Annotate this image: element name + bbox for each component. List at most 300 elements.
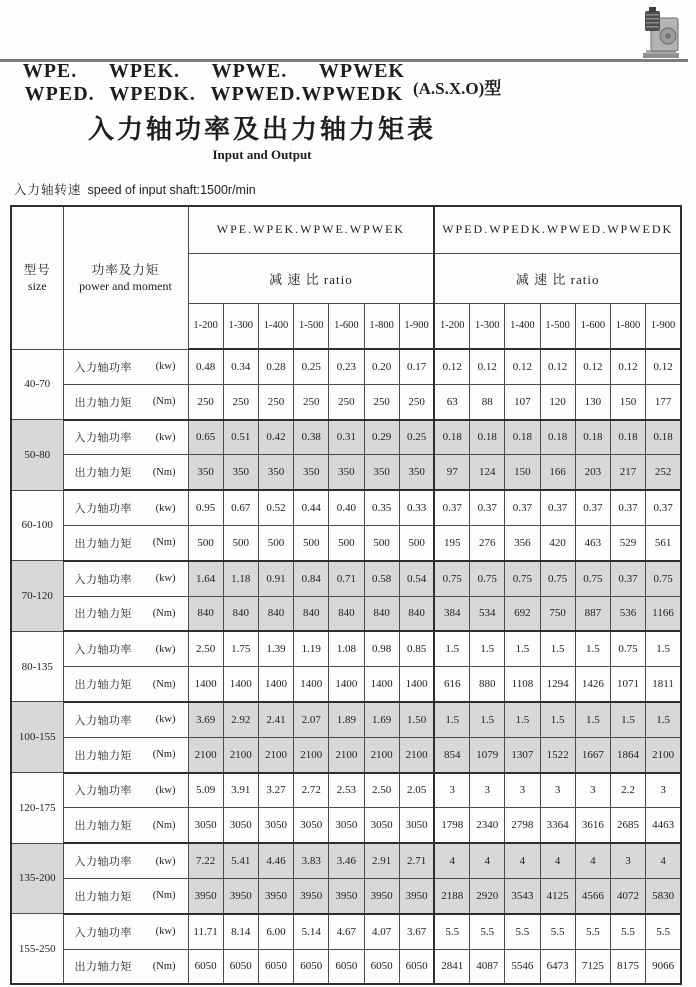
moment-unit-label: (Nm): [152, 607, 176, 619]
moment-value-cell: 1426: [575, 667, 610, 702]
moment-value-cell: 3050: [364, 808, 399, 843]
moment-value-cell: 2100: [646, 737, 681, 772]
moment-value-cell: 7125: [575, 949, 610, 984]
power-value-cell: 0.25: [294, 349, 329, 384]
power-value-cell: 5.5: [540, 914, 575, 949]
col-header-size-en: size: [27, 278, 47, 293]
ratio-col-header: 1-300: [223, 303, 258, 349]
col-header-size-cn: 型号: [23, 262, 51, 277]
power-value-cell: 0.37: [610, 490, 645, 525]
power-value-cell: 0.75: [470, 561, 505, 596]
moment-value-cell: 1400: [258, 667, 293, 702]
moment-value-cell: 500: [399, 525, 434, 560]
moment-value-cell: 252: [646, 455, 681, 490]
power-value-cell: 0.51: [223, 420, 258, 455]
moment-value-cell: 692: [505, 596, 540, 631]
moment-value-cell: 1798: [434, 808, 469, 843]
power-value-cell: 0.20: [364, 349, 399, 384]
moment-value-cell: 1667: [575, 737, 610, 772]
power-value-cell: 0.12: [575, 349, 610, 384]
moment-value-cell: 840: [364, 596, 399, 631]
power-value-cell: 0.29: [364, 420, 399, 455]
moment-value-cell: 150: [505, 455, 540, 490]
power-value-cell: 0.42: [258, 420, 293, 455]
power-value-cell: 1.5: [540, 702, 575, 737]
col-header-pm-cn: 功率及力矩: [91, 262, 160, 277]
power-value-cell: 0.58: [364, 561, 399, 596]
moment-value-cell: 4072: [610, 878, 645, 913]
moment-value-cell: 1166: [646, 596, 681, 631]
moment-value-cell: 840: [223, 596, 258, 631]
power-value-cell: 0.18: [505, 420, 540, 455]
moment-value-cell: 88: [470, 384, 505, 419]
power-value-cell: 1.50: [399, 702, 434, 737]
moment-unit-label: (Nm): [152, 749, 176, 761]
moment-value-cell: 3050: [223, 808, 258, 843]
power-unit-label: (kw): [155, 502, 176, 514]
moment-value-cell: 1811: [646, 667, 681, 702]
power-value-cell: 5.41: [223, 843, 258, 878]
power-unit-label: (kw): [155, 784, 176, 796]
moment-value-cell: 2100: [188, 737, 223, 772]
speed-note-en: speed of input shaft:1500r/min: [87, 183, 256, 197]
power-label-text: 入力轴功率: [74, 573, 132, 586]
moment-value-cell: 4125: [540, 878, 575, 913]
power-value-cell: 0.40: [329, 490, 364, 525]
power-value-cell: 0.23: [329, 349, 364, 384]
moment-unit-label: (Nm): [152, 537, 176, 549]
moment-value-cell: 3050: [294, 808, 329, 843]
power-value-cell: 5.5: [575, 914, 610, 949]
power-value-cell: 3.67: [399, 914, 434, 949]
ratio-col-header: 1-800: [364, 303, 399, 349]
moment-value-cell: 3950: [223, 878, 258, 913]
type-suffix: (A.S.X.O)型: [412, 78, 502, 98]
moment-unit-label: (Nm): [152, 890, 176, 902]
moment-value-cell: 3616: [575, 808, 610, 843]
power-label-text: 入力轴功率: [74, 503, 132, 516]
power-unit-label: (kw): [155, 643, 176, 655]
moment-value-cell: 1108: [505, 667, 540, 702]
moment-value-cell: 2100: [223, 737, 258, 772]
moment-value-cell: 840: [294, 596, 329, 631]
moment-value-cell: 177: [646, 384, 681, 419]
moment-value-cell: 880: [470, 667, 505, 702]
power-value-cell: 1.5: [505, 702, 540, 737]
moment-value-cell: 250: [258, 384, 293, 419]
power-value-cell: 0.37: [610, 561, 645, 596]
power-value-cell: 0.12: [646, 349, 681, 384]
moment-value-cell: 150: [610, 384, 645, 419]
moment-value-cell: 3050: [399, 808, 434, 843]
moment-value-cell: 1400: [188, 667, 223, 702]
power-value-cell: 1.08: [329, 631, 364, 666]
power-value-cell: 0.33: [399, 490, 434, 525]
ratio-col-header: 1-500: [540, 303, 575, 349]
moment-value-cell: 3950: [329, 878, 364, 913]
moment-value-cell: 534: [470, 596, 505, 631]
power-row-label: [63, 631, 188, 666]
moment-row-label: [63, 667, 188, 702]
power-value-cell: 0.75: [610, 631, 645, 666]
moment-value-cell: 500: [294, 525, 329, 560]
power-value-cell: 2.71: [399, 843, 434, 878]
moment-value-cell: 120: [540, 384, 575, 419]
moment-value-cell: 3543: [505, 878, 540, 913]
power-value-cell: 4.46: [258, 843, 293, 878]
power-value-cell: 5.5: [505, 914, 540, 949]
ratio-header-right: 减 速 比 ratio: [434, 253, 681, 303]
power-row-label: [63, 914, 188, 949]
moment-value-cell: 1079: [470, 737, 505, 772]
moment-value-cell: 5830: [646, 878, 681, 913]
power-value-cell: 0.67: [223, 490, 258, 525]
power-value-cell: 0.75: [434, 561, 469, 596]
page-title-cn: 入力轴功率及出力轴力矩表: [87, 115, 436, 144]
power-value-cell: 3.91: [223, 773, 258, 808]
power-value-cell: 1.39: [258, 631, 293, 666]
moment-value-cell: 2100: [399, 737, 434, 772]
moment-value-cell: 561: [646, 525, 681, 560]
moment-unit-label: (Nm): [152, 466, 176, 478]
col-header-size: [11, 206, 63, 349]
moment-value-cell: 616: [434, 667, 469, 702]
ratio-col-header: 1-300: [470, 303, 505, 349]
power-value-cell: 2.92: [223, 702, 258, 737]
moment-value-cell: 2798: [505, 808, 540, 843]
power-value-cell: 3.83: [294, 843, 329, 878]
size-cell: 80-135: [11, 631, 63, 702]
col-header-pm-en: power and moment: [79, 278, 172, 293]
power-value-cell: 0.12: [610, 349, 645, 384]
power-label-text: 入力轴功率: [74, 361, 132, 374]
power-row-label: [63, 843, 188, 878]
power-value-cell: 11.71: [188, 914, 223, 949]
power-value-cell: 2.41: [258, 702, 293, 737]
moment-value-cell: 2920: [470, 878, 505, 913]
moment-row-label: [63, 384, 188, 419]
power-value-cell: 0.75: [575, 561, 610, 596]
ratio-col-header: 1-200: [188, 303, 223, 349]
power-value-cell: 3: [434, 773, 469, 808]
moment-value-cell: 4566: [575, 878, 610, 913]
moment-value-cell: 1522: [540, 737, 575, 772]
moment-value-cell: 1400: [399, 667, 434, 702]
power-value-cell: 8.14: [223, 914, 258, 949]
power-value-cell: 0.48: [188, 349, 223, 384]
ratio-col-header: 1-400: [505, 303, 540, 349]
power-value-cell: 0.12: [505, 349, 540, 384]
power-value-cell: 4: [470, 843, 505, 878]
moment-unit-label: (Nm): [152, 819, 176, 831]
moment-value-cell: 384: [434, 596, 469, 631]
power-value-cell: 3: [505, 773, 540, 808]
moment-value-cell: 463: [575, 525, 610, 560]
moment-value-cell: 6050: [223, 949, 258, 984]
power-value-cell: 4: [575, 843, 610, 878]
moment-value-cell: 2685: [610, 808, 645, 843]
moment-value-cell: 8175: [610, 949, 645, 984]
moment-value-cell: 3950: [188, 878, 223, 913]
power-torque-table: [10, 205, 682, 985]
model-line-1: WPE. WPEK. WPWE. WPWEK: [22, 60, 405, 82]
moment-value-cell: 63: [434, 384, 469, 419]
power-value-cell: 0.37: [434, 490, 469, 525]
moment-value-cell: 6050: [258, 949, 293, 984]
power-value-cell: 0.75: [505, 561, 540, 596]
power-value-cell: 0.75: [646, 561, 681, 596]
moment-value-cell: 6050: [399, 949, 434, 984]
moment-label-text: 出力轴力矩: [74, 890, 132, 903]
moment-value-cell: 3364: [540, 808, 575, 843]
power-value-cell: 2.2: [610, 773, 645, 808]
size-cell: 120-175: [11, 773, 63, 844]
power-value-cell: 1.5: [434, 631, 469, 666]
moment-value-cell: 203: [575, 455, 610, 490]
power-value-cell: 4: [505, 843, 540, 878]
moment-value-cell: 2100: [329, 737, 364, 772]
power-value-cell: 5.5: [470, 914, 505, 949]
group-header-wpe: WPE.WPEK.WPWE.WPWEK: [188, 206, 434, 253]
ratio-col-header: 1-400: [258, 303, 293, 349]
power-unit-label: (kw): [155, 361, 176, 373]
power-value-cell: 1.64: [188, 561, 223, 596]
power-value-cell: 0.18: [646, 420, 681, 455]
moment-value-cell: 217: [610, 455, 645, 490]
moment-value-cell: 4087: [470, 949, 505, 984]
moment-row-label: [63, 596, 188, 631]
moment-value-cell: 500: [258, 525, 293, 560]
model-names: [23, 60, 405, 106]
power-label-text: 入力轴功率: [74, 432, 132, 445]
moment-value-cell: 3950: [258, 878, 293, 913]
power-value-cell: 3: [610, 843, 645, 878]
power-value-cell: 2.50: [364, 773, 399, 808]
moment-value-cell: 2841: [434, 949, 469, 984]
moment-value-cell: 166: [540, 455, 575, 490]
moment-row-label: [63, 525, 188, 560]
moment-value-cell: 124: [470, 455, 505, 490]
power-unit-label: (kw): [155, 573, 176, 585]
power-value-cell: 7.22: [188, 843, 223, 878]
power-value-cell: 0.71: [329, 561, 364, 596]
moment-value-cell: 6050: [364, 949, 399, 984]
moment-row-label: [63, 878, 188, 913]
power-value-cell: 0.12: [470, 349, 505, 384]
power-value-cell: 1.5: [540, 631, 575, 666]
moment-value-cell: 500: [223, 525, 258, 560]
power-value-cell: 5.5: [646, 914, 681, 949]
moment-value-cell: 250: [294, 384, 329, 419]
moment-value-cell: 2100: [364, 737, 399, 772]
ratio-col-header: 1-200: [434, 303, 469, 349]
power-value-cell: 0.38: [294, 420, 329, 455]
power-value-cell: 0.18: [434, 420, 469, 455]
power-row-label: [63, 561, 188, 596]
power-label-text: 入力轴功率: [74, 644, 132, 657]
moment-value-cell: 3950: [364, 878, 399, 913]
moment-value-cell: 3050: [258, 808, 293, 843]
moment-value-cell: 250: [364, 384, 399, 419]
power-value-cell: 2.07: [294, 702, 329, 737]
moment-label-text: 出力轴力矩: [74, 961, 132, 974]
moment-value-cell: 6050: [294, 949, 329, 984]
moment-value-cell: 536: [610, 596, 645, 631]
moment-label-text: 出力轴力矩: [74, 820, 132, 833]
document-header: [0, 60, 524, 163]
moment-label-text: 出力轴力矩: [74, 467, 132, 480]
size-cell: 155-250: [11, 914, 63, 985]
moment-unit-label: (Nm): [152, 678, 176, 690]
power-value-cell: 0.52: [258, 490, 293, 525]
power-value-cell: 1.5: [470, 631, 505, 666]
moment-value-cell: 3050: [188, 808, 223, 843]
moment-value-cell: 887: [575, 596, 610, 631]
col-header-power-moment: [63, 206, 188, 349]
power-value-cell: 0.98: [364, 631, 399, 666]
moment-row-label: [63, 949, 188, 984]
power-value-cell: 0.17: [399, 349, 434, 384]
power-unit-label: (kw): [155, 926, 176, 938]
moment-value-cell: 5546: [505, 949, 540, 984]
moment-value-cell: 529: [610, 525, 645, 560]
power-label-text: 入力轴功率: [74, 714, 132, 727]
power-value-cell: 3: [575, 773, 610, 808]
size-cell: 50-80: [11, 420, 63, 491]
power-row-label: [63, 349, 188, 384]
moment-value-cell: 6050: [329, 949, 364, 984]
power-row-label: [63, 490, 188, 525]
size-cell: 70-120: [11, 561, 63, 632]
moment-value-cell: 107: [505, 384, 540, 419]
power-value-cell: 4.07: [364, 914, 399, 949]
power-value-cell: 3.69: [188, 702, 223, 737]
power-value-cell: 0.35: [364, 490, 399, 525]
power-value-cell: 0.31: [329, 420, 364, 455]
power-value-cell: 1.5: [646, 702, 681, 737]
moment-label-text: 出力轴力矩: [74, 537, 132, 550]
moment-value-cell: 1071: [610, 667, 645, 702]
moment-value-cell: 854: [434, 737, 469, 772]
moment-value-cell: 130: [575, 384, 610, 419]
moment-row-label: [63, 808, 188, 843]
moment-value-cell: 3050: [329, 808, 364, 843]
moment-value-cell: 3950: [399, 878, 434, 913]
power-value-cell: 2.53: [329, 773, 364, 808]
gearbox-photo: [638, 6, 686, 60]
moment-value-cell: 1400: [329, 667, 364, 702]
moment-value-cell: 3950: [294, 878, 329, 913]
moment-value-cell: 840: [258, 596, 293, 631]
power-value-cell: 0.34: [223, 349, 258, 384]
ratio-col-header: 1-900: [399, 303, 434, 349]
ratio-header-left: 减 速 比 ratio: [188, 253, 434, 303]
power-value-cell: 4: [434, 843, 469, 878]
power-value-cell: 0.84: [294, 561, 329, 596]
moment-value-cell: 350: [294, 455, 329, 490]
page-title-en: Input and Output: [212, 147, 312, 162]
power-value-cell: 0.28: [258, 349, 293, 384]
moment-value-cell: 500: [329, 525, 364, 560]
moment-value-cell: 500: [188, 525, 223, 560]
power-value-cell: 2.72: [294, 773, 329, 808]
moment-value-cell: 350: [399, 455, 434, 490]
power-value-cell: 3: [540, 773, 575, 808]
power-row-label: [63, 773, 188, 808]
moment-value-cell: 500: [364, 525, 399, 560]
moment-value-cell: 840: [329, 596, 364, 631]
ratio-col-header: 1-800: [610, 303, 645, 349]
size-cell: 100-155: [11, 702, 63, 773]
ratio-col-header: 1-600: [329, 303, 364, 349]
power-value-cell: 0.18: [470, 420, 505, 455]
power-value-cell: 3: [470, 773, 505, 808]
power-value-cell: 5.14: [294, 914, 329, 949]
moment-value-cell: 97: [434, 455, 469, 490]
power-value-cell: 0.18: [610, 420, 645, 455]
ratio-col-header: 1-500: [294, 303, 329, 349]
moment-value-cell: 840: [399, 596, 434, 631]
power-value-cell: 1.5: [646, 631, 681, 666]
power-value-cell: 1.69: [364, 702, 399, 737]
moment-value-cell: 2340: [470, 808, 505, 843]
power-value-cell: 0.37: [470, 490, 505, 525]
moment-value-cell: 1307: [505, 737, 540, 772]
moment-value-cell: 1400: [294, 667, 329, 702]
power-row-label: [63, 702, 188, 737]
moment-unit-label: (Nm): [152, 396, 176, 408]
power-value-cell: 6.00: [258, 914, 293, 949]
power-label-text: 入力轴功率: [74, 785, 132, 798]
moment-value-cell: 1400: [364, 667, 399, 702]
power-value-cell: 2.50: [188, 631, 223, 666]
power-value-cell: 1.5: [434, 702, 469, 737]
power-value-cell: 1.5: [575, 631, 610, 666]
moment-label-text: 出力轴力矩: [74, 749, 132, 762]
power-value-cell: 5.5: [610, 914, 645, 949]
moment-value-cell: 350: [188, 455, 223, 490]
moment-value-cell: 2100: [258, 737, 293, 772]
moment-value-cell: 9066: [646, 949, 681, 984]
power-value-cell: 1.5: [470, 702, 505, 737]
power-value-cell: 0.18: [575, 420, 610, 455]
power-value-cell: 1.5: [505, 631, 540, 666]
power-value-cell: 0.37: [575, 490, 610, 525]
moment-label-text: 出力轴力矩: [74, 396, 132, 409]
moment-value-cell: 250: [188, 384, 223, 419]
power-unit-label: (kw): [155, 855, 176, 867]
model-line-2: WPED. WPEDK. WPWED.WPWEDK: [24, 83, 404, 105]
moment-value-cell: 250: [399, 384, 434, 419]
power-value-cell: 0.37: [505, 490, 540, 525]
power-value-cell: 5.09: [188, 773, 223, 808]
moment-value-cell: 195: [434, 525, 469, 560]
power-value-cell: 0.12: [540, 349, 575, 384]
power-value-cell: 0.25: [399, 420, 434, 455]
moment-value-cell: 2188: [434, 878, 469, 913]
power-value-cell: 0.37: [540, 490, 575, 525]
moment-value-cell: 356: [505, 525, 540, 560]
power-value-cell: 5.5: [434, 914, 469, 949]
moment-value-cell: 350: [329, 455, 364, 490]
size-cell: 135-200: [11, 843, 63, 914]
power-value-cell: 4.67: [329, 914, 364, 949]
power-value-cell: 2.05: [399, 773, 434, 808]
power-value-cell: 1.5: [610, 702, 645, 737]
moment-unit-label: (Nm): [152, 960, 176, 972]
power-value-cell: 0.75: [540, 561, 575, 596]
moment-row-label: [63, 455, 188, 490]
